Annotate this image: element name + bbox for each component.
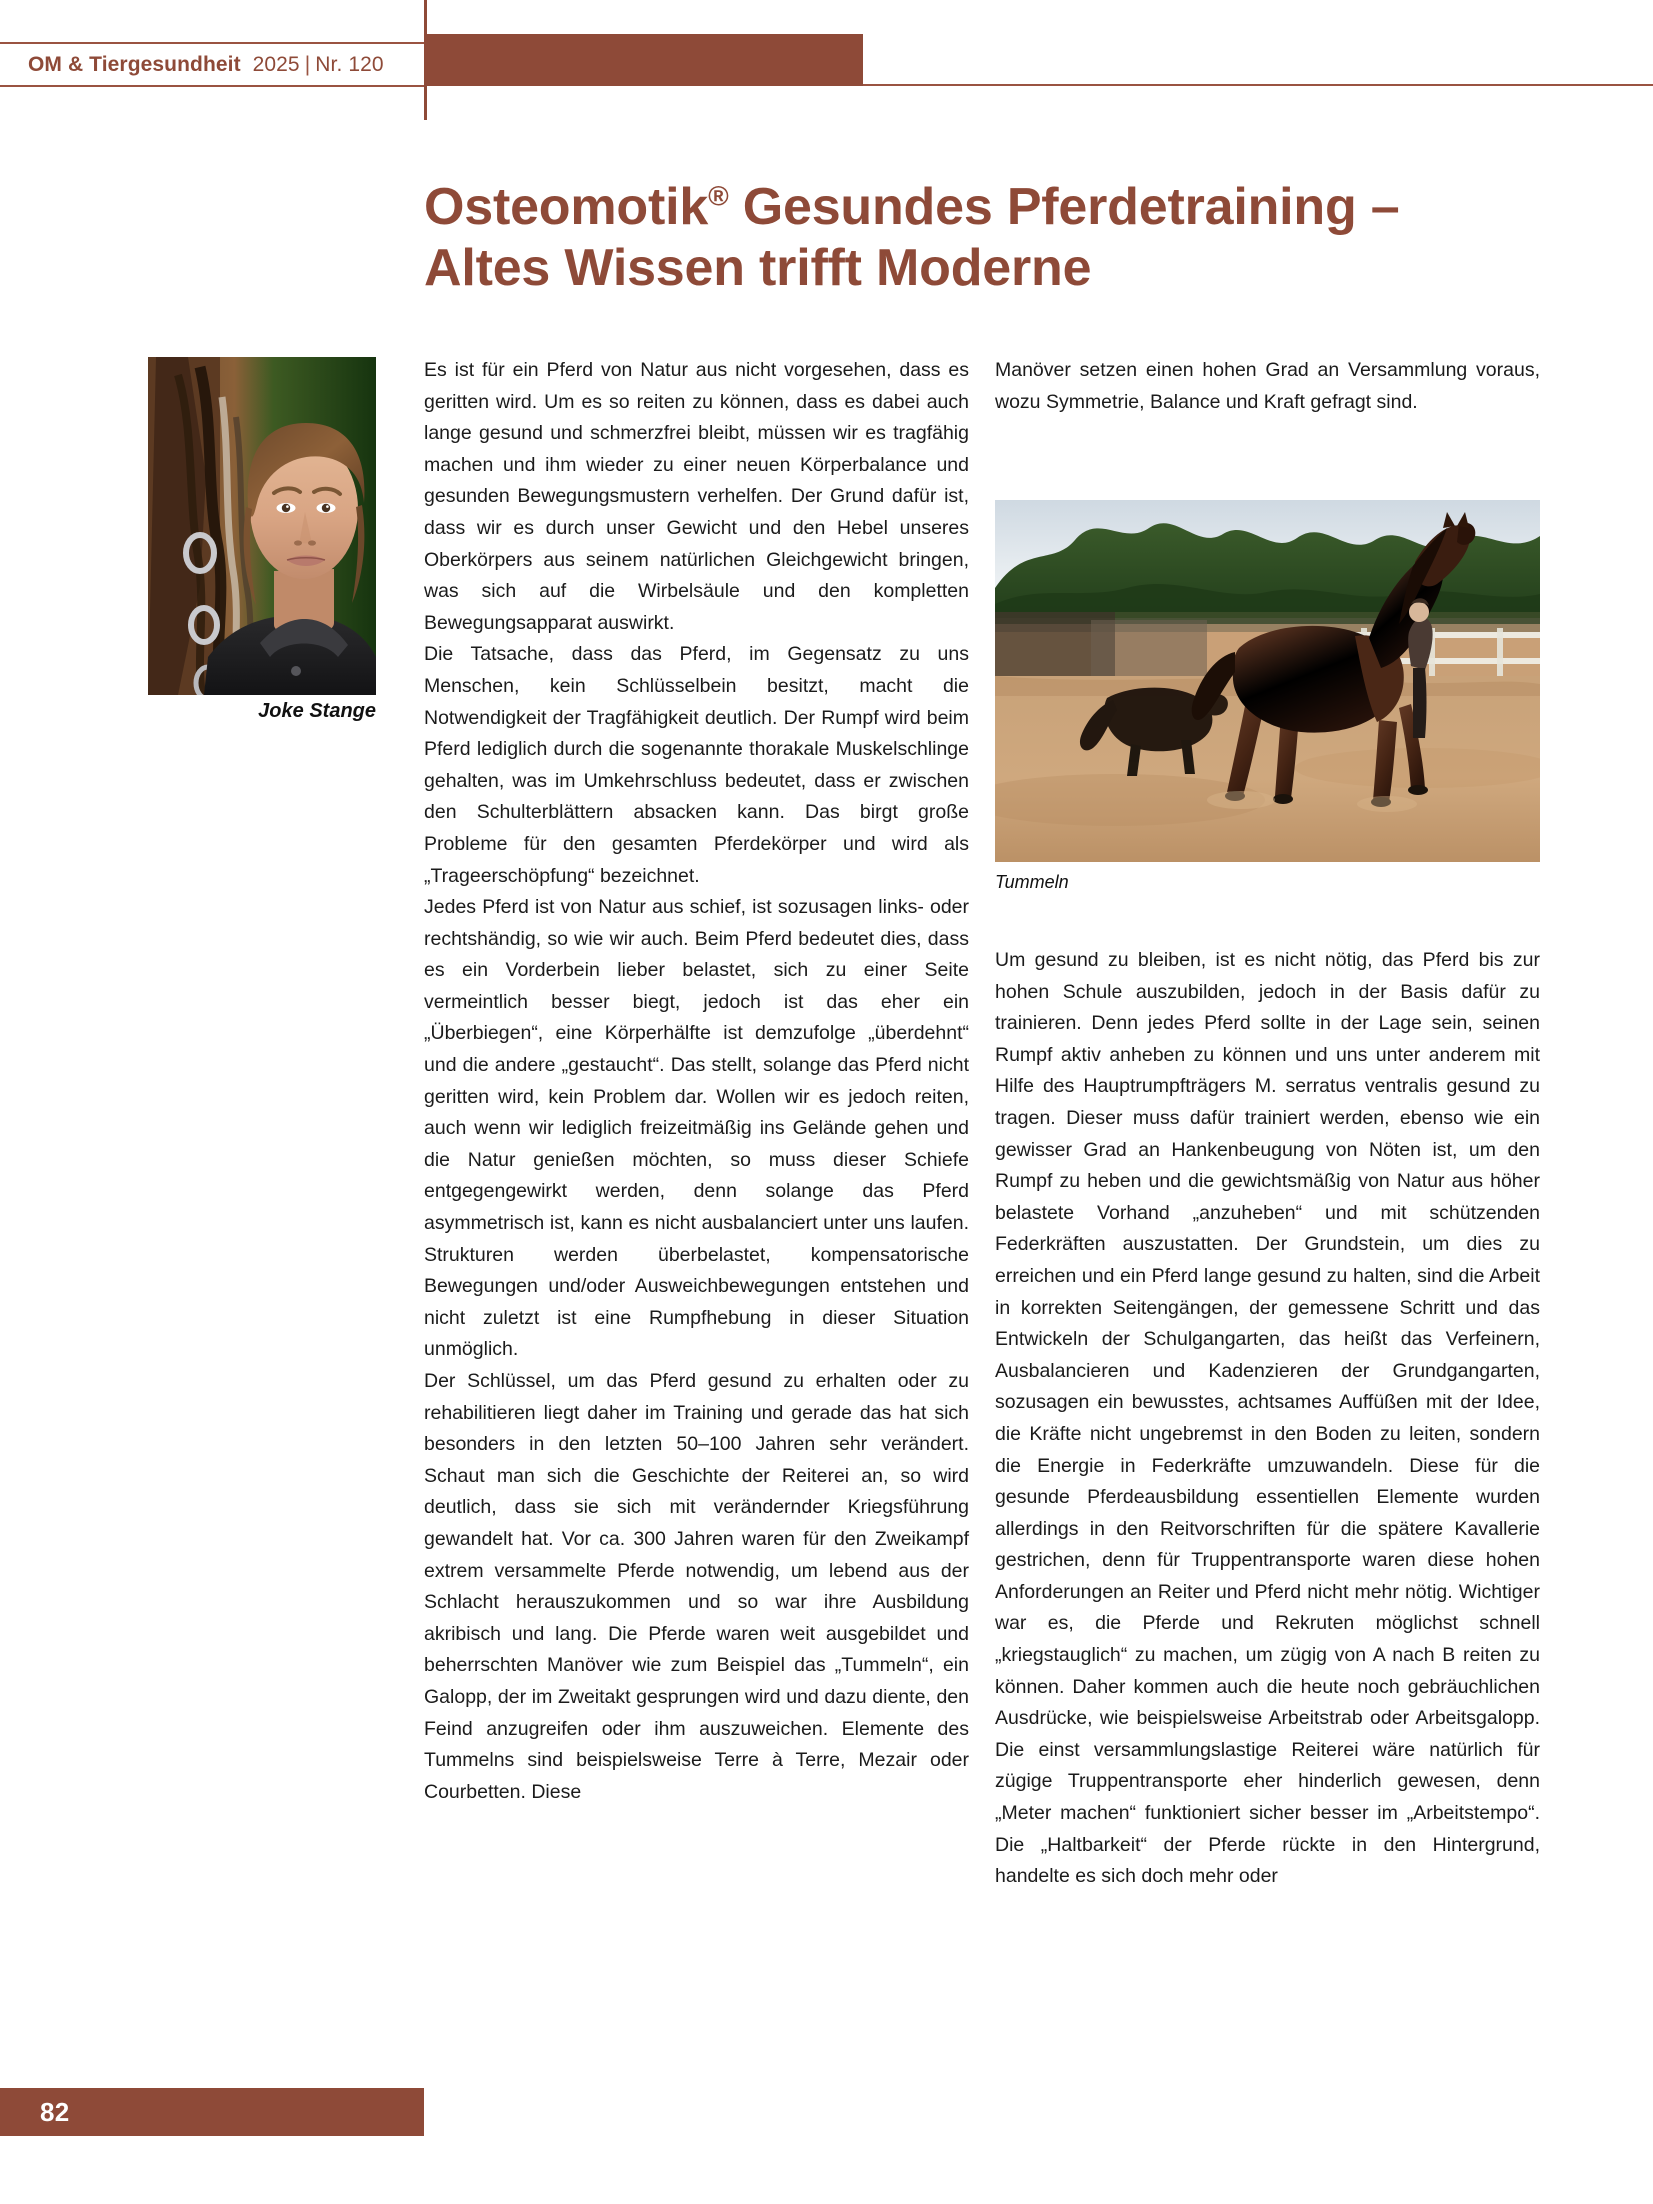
paragraph: Es ist für ein Pferd von Natur aus nicht vorgesehen, dass es geritten wird. Um es so reiten zu können, dass es dabei auch lange gesund und schmerzfrei bleibt, müssen wir es tragfähig machen und ihm wieder zu einer neuen Körperbalance und gesunden Bewegungsmustern verhelfen. Der Grund dafür ist, dass wir es durch unser Gewicht und den Hebel unseres Oberkörpers aus seinem natürlichen Gleichgewicht bringen, was sich auf die Wirbelsäule und den kompletten Bewegungsapparat auswirkt. <box>424 359 969 634</box>
running-head-separator: | <box>304 52 311 76</box>
article-title-line-2: Altes Wissen trifft Moderne <box>424 239 1092 298</box>
running-head-year: 2025 <box>252 52 300 76</box>
page-footer-bar <box>0 2088 424 2136</box>
header-brown-block <box>427 34 863 86</box>
article-title-part-1: Osteomotik <box>424 177 709 236</box>
tummeln-photo-caption: Tummeln <box>995 872 1069 892</box>
author-portrait-photo <box>148 357 376 695</box>
body-right-column-bottom <box>995 945 1540 1893</box>
registered-trademark-icon: ® <box>708 180 729 212</box>
paragraph: Um gesund zu bleiben, ist es nicht nötig, das Pferd bis zur hohen Schule auszubilden, jedoch in der Basis dafür zu trainieren. Denn jedes Pferd sollte in der Lage sein, seinen Rumpf aktiv anheben zu können und uns unter anderem mit Hilfe des Hauptrumpfträgers M. serratus ventralis gesund zu tragen. Dieser muss dafür trainiert werden, ebenso wie ein gewisser Grad an Hankenbeugung von Nöten ist, um den Rumpf zu heben und die gewichtsmäßig von Natur aus höher belastete Vorhand „anzuheben“ und mit schützenden Federkräften auszustatten. Der Grundstein, um dies zu erreichen und ein Pferd lange gesund zu halten, sind die Arbeit in korrekten Seitengängen, der gemessene Schritt und das Entwickeln der Schulgangarten, das heißt das Verfeinern, Ausbalancieren und Kadenzieren der Grundgangarten, sozusagen ein bewusstes, achtsames Auffüßen mit der Idee, die Kräfte nicht ungebremst in den Boden zu leiten, sondern die Energie in Federkräfte umzuwandeln. Diese für die gesunde Pferdeausbildung essentiellen Elemente wurden allerdings in den Reitvorschriften für die spätere Kavallerie gestrichen, denn für Truppentransporte waren diese hohen Anforderungen an Reiter und Pferd nicht mehr nötig. Wichtiger war es, die Pferde und Rekruten möglichst schnell „kriegstauglich“ zu machen, um zügig von A nach B reiten zu können. Daher kommen auch die heute noch gebräuchlichen Ausdrücke, wie beispielsweise Arbeitstrab oder Arbeitsgalopp. Die einst versammlungslastige Reiterei wäre natürlich für zügige Truppentransporte eher hinderlich gewesen, denn „Meter machen“ funktioniert sicher besser im „Arbeitstempo“. Die „Haltbarkeit“ der Pferde rückte in den Hintergrund, handelte es sich doch mehr oder <box>995 949 1540 1888</box>
body-right-column-top <box>995 355 1540 418</box>
article-title-part-2: Gesundes Pferdetraining – <box>728 177 1400 236</box>
paragraph: Die Tatsache, dass das Pferd, im Gegensatz zu uns Menschen, kein Schlüsselbein besitzt, macht die Notwendigkeit der Tragfähigkeit deutlich. Der Rumpf wird beim Pferd lediglich durch die sogenannte thorakale Muskelschlinge gehalten, was im Umkehrschluss bedeutet, dass er zwischen den Schulterblättern absacken kann. Das birgt große Probleme für den gesamten Pferdekörper und wird als „Trageerschöpfung“ bezeichnet. <box>424 643 969 887</box>
running-head-publication: OM & Tiergesundheit <box>28 52 241 76</box>
author-photo-caption: Joke Stange <box>258 700 376 722</box>
paragraph: Manöver setzen einen hohen Grad an Versammlung voraus, wozu Symmetrie, Balance und Kraft gefragt sind. <box>995 359 1540 413</box>
running-head-issue: Nr. 120 <box>315 52 384 76</box>
article-title <box>424 177 1552 300</box>
article-title-line-1 <box>424 177 1552 238</box>
tummeln-horse-photo <box>995 500 1540 862</box>
body-left-column <box>424 355 969 1808</box>
page-header <box>0 0 1653 120</box>
running-head <box>0 42 424 87</box>
page-number: 82 <box>40 2096 70 2127</box>
header-horizontal-rule <box>863 84 1653 86</box>
paragraph: Der Schlüssel, um das Pferd gesund zu erhalten oder zu rehabilitieren liegt daher im Training und gerade das hat sich besonders in den letzten 50–100 Jahren sehr verändert. Schaut man sich die Geschichte der Reiterei an, so wird deutlich, dass sie sich mit verändernder Kriegsführung gewandelt hat. Vor ca. 300 Jahren waren für den Zweikampf extrem versammelte Pferde notwendig, um lebend aus der Schlacht herauszukommen und so war ihre Ausbildung akribisch und lang. Die Pferde waren weit ausgebildet und beherrschten Manöver wie zum Beispiel das „Tummeln“, ein Galopp, der im Zweitakt gesprungen wird und dazu diente, den Feind anzugreifen oder ihm auszuweichen. Elemente des Tummelns sind beispielsweise Terre à Terre, Mezair oder Courbetten. Diese <box>424 1370 969 1803</box>
paragraph: Jedes Pferd ist von Natur aus schief, ist sozusagen links- oder rechtshändig, so wie wir auch. Beim Pferd bedeutet dies, dass es ein Vorderbein lieber belastet, sich zu einer Seite vermeintlich besser biegt, jedoch ist das eher ein „Überbiegen“, eine Körperhälfte ist demzufolge „überdehnt“ und die andere „gestaucht“. Das stellt, solange das Pferd nicht geritten wird, kein Problem dar. Wollen wir es jedoch reiten, auch wenn wir lediglich freizeitmäßig ins Gelände gehen und die Natur genießen möchten, so muss dieser Schiefe entgegengewirkt werden, denn solange das Pferd asymmetrisch ist, kann es nicht ausbalanciert unter uns laufen. Strukturen werden überbelastet, kompensatorische Bewegungen und/oder Ausweichbewegungen entstehen und nicht zuletzt ist eine Rumpfhebung in dieser Situation unmöglich. <box>424 896 969 1361</box>
